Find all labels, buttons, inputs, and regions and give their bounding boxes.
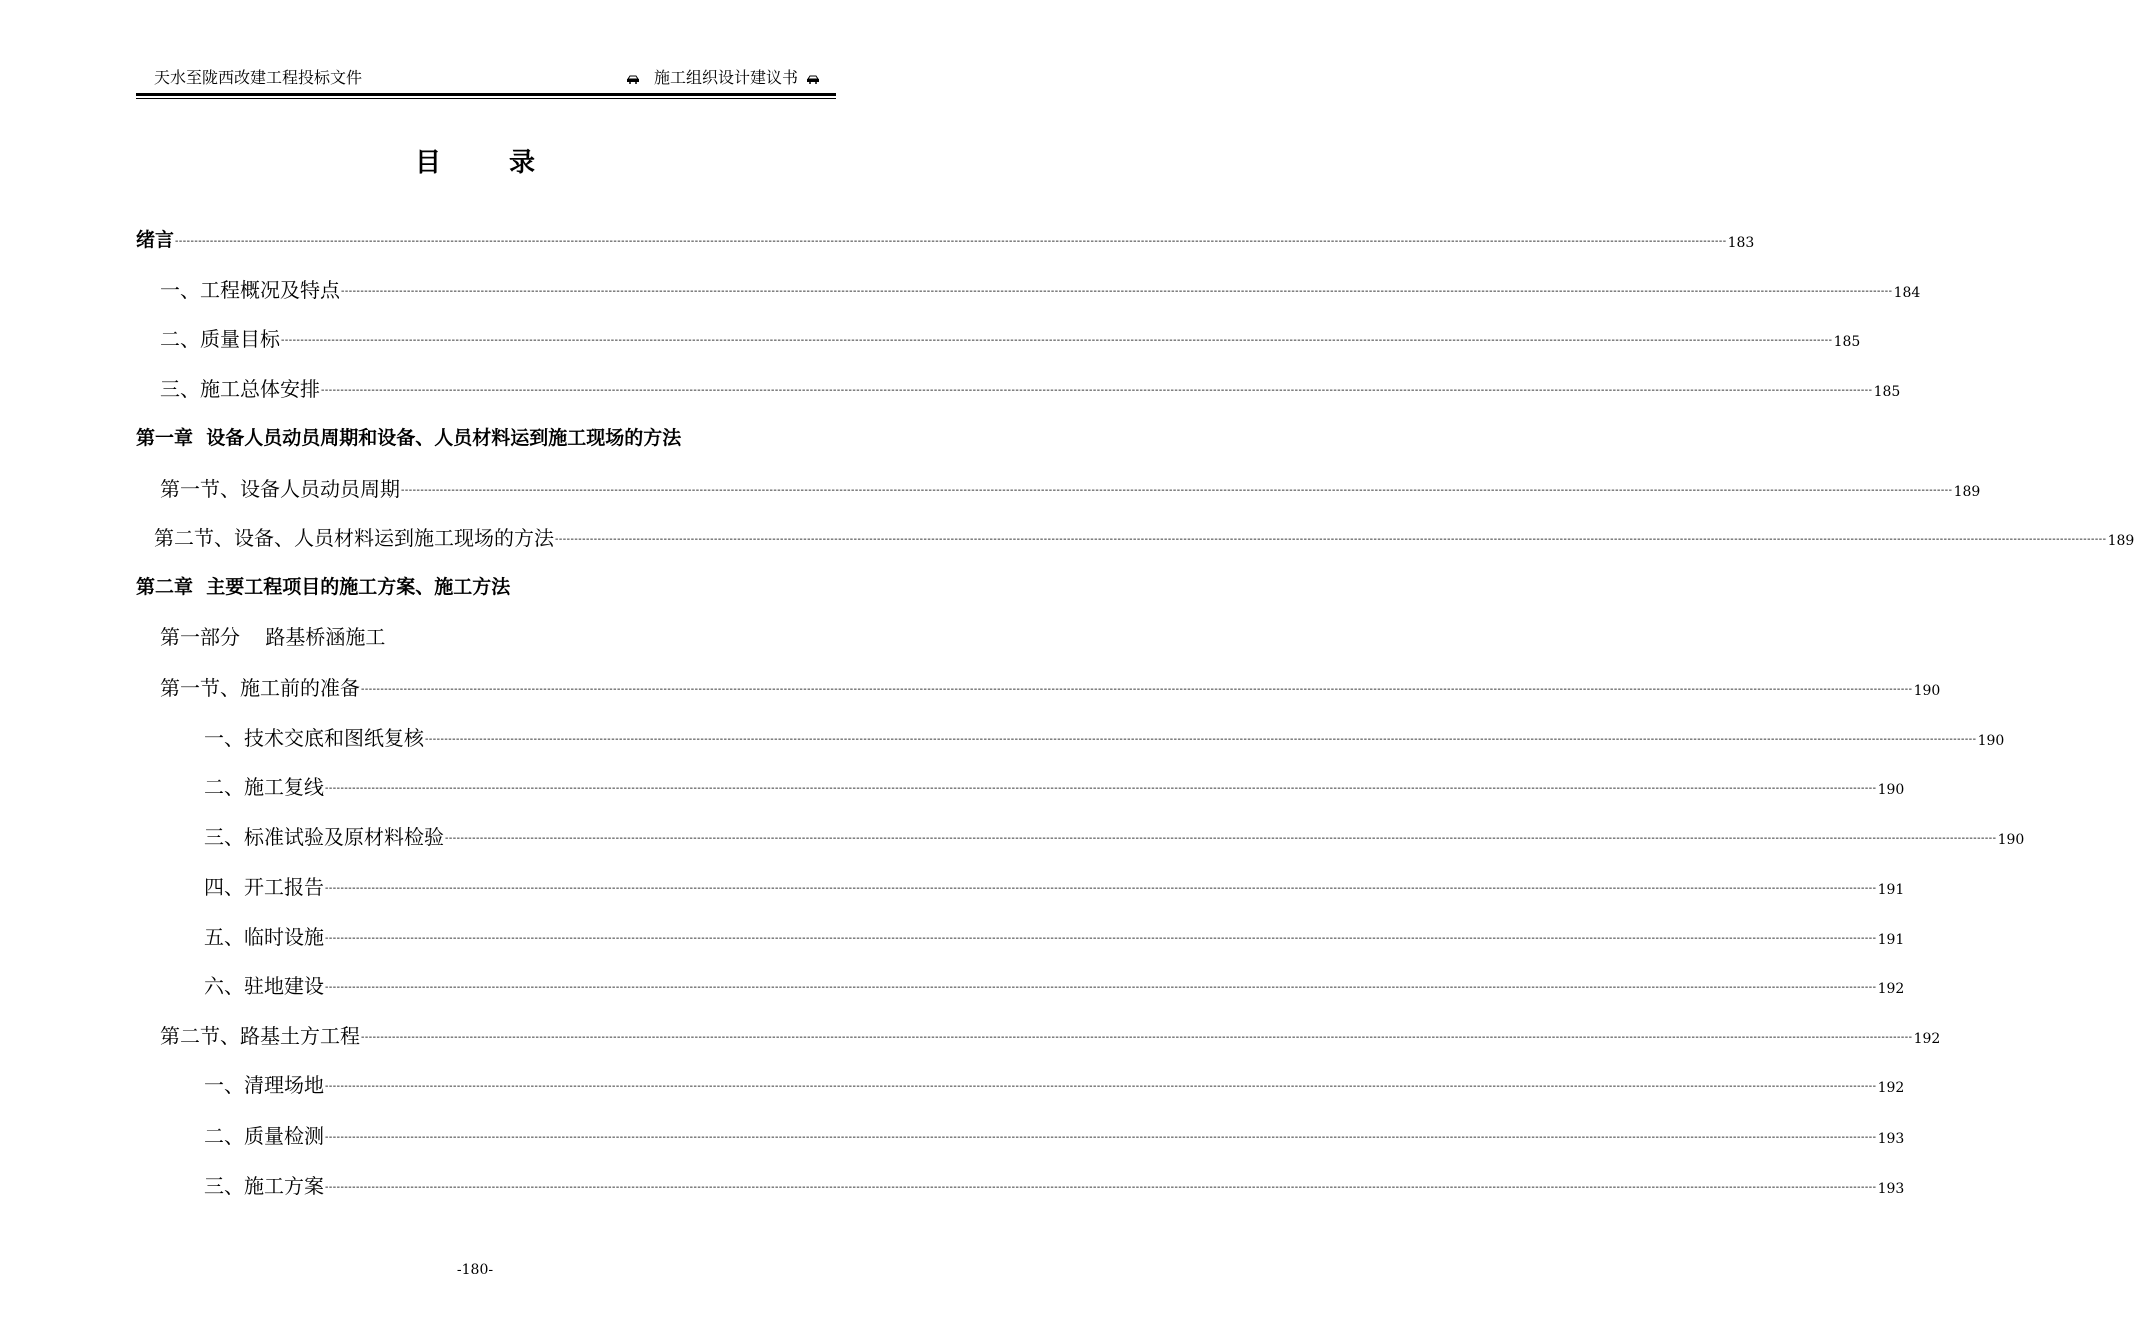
toc-leader-dashes: ---------------------------------------------------------------------------------------------------------------------------------------------------------------------------------------------------------------------------------------------------------------------------------------------------------------------------------------------------------------------------------------------------------------- [325, 982, 1877, 993]
toc-entry-label: 第一部分 路基桥涵施工 [160, 625, 386, 649]
toc-entry[interactable] [204, 721, 2005, 751]
toc-entry-page-number: 185 [1873, 384, 1901, 400]
toc-entry-label: 第一节、设备人员动员周期 [160, 477, 400, 501]
toc-entry-page-number: 192 [1877, 1080, 1905, 1096]
toc-leader-dashes: ---------------------------------------------------------------------------------------------------------------------------------------------------------------------------------------------------------------------------------------------------------------------------------------------------------------------------------------------------------------------------------------------------------------- [555, 534, 2107, 545]
toc-entry-page-number: 192 [1877, 981, 1905, 997]
page-title [0, 142, 950, 179]
toc-leader-dashes: ---------------------------------------------------------------------------------------------------------------------------------------------------------------------------------------------------------------------------------------------------------------------------------------------------------------------------------------------------------------------------------------------------------------- [281, 335, 1833, 346]
toc-entry-page-number: 190 [1877, 782, 1905, 798]
toc-leader-dashes: ---------------------------------------------------------------------------------------------------------------------------------------------------------------------------------------------------------------------------------------------------------------------------------------------------------------------------------------------------------------------------------------------------------------- [401, 485, 1953, 496]
toc-leader-dashes: ---------------------------------------------------------------------------------------------------------------------------------------------------------------------------------------------------------------------------------------------------------------------------------------------------------------------------------------------------------------------------------------------------------------- [325, 1132, 1877, 1143]
toc-entry[interactable] [204, 1068, 1905, 1098]
toc-entry-label: 二、质量检测 [204, 1124, 324, 1148]
toc-entry-label: 三、施工总体安排 [160, 377, 320, 401]
toc-leader-dashes: ---------------------------------------------------------------------------------------------------------------------------------------------------------------------------------------------------------------------------------------------------------------------------------------------------------------------------------------------------------------------------------------------------------------- [321, 385, 1873, 396]
toc-entry-label: 二、质量目标 [160, 327, 280, 351]
toc-entry-label: 三、标准试验及原材料检验 [204, 825, 444, 849]
toc-entry-page-number: 193 [1877, 1131, 1905, 1147]
toc-entry-label: 绪言 [136, 229, 175, 251]
toc-leader-dashes: ---------------------------------------------------------------------------------------------------------------------------------------------------------------------------------------------------------------------------------------------------------------------------------------------------------------------------------------------------------------------------------------------------------------- [361, 1032, 1913, 1043]
toc-entry[interactable] [204, 1119, 1905, 1149]
toc-entry-label: 第二节、路基土方工程 [160, 1024, 360, 1048]
toc-entry-page-number: 190 [1997, 832, 2025, 848]
toc-leader-dashes: ---------------------------------------------------------------------------------------------------------------------------------------------------------------------------------------------------------------------------------------------------------------------------------------------------------------------------------------------------------------------------------------------------------------- [445, 833, 1997, 844]
toc-entry-label: 第一节、施工前的准备 [160, 676, 360, 700]
toc-entry[interactable] [160, 372, 1901, 402]
title-char-2: 录 [509, 148, 536, 178]
toc-leader-dashes: ---------------------------------------------------------------------------------------------------------------------------------------------------------------------------------------------------------------------------------------------------------------------------------------------------------------------------------------------------------------------------------------------------------------- [341, 286, 1893, 297]
toc-entry[interactable] [160, 472, 1981, 502]
toc-entry[interactable] [160, 1019, 1941, 1049]
toc-entry-label: 二、施工复线 [204, 775, 324, 799]
header-rule-thick [136, 93, 836, 96]
toc-entry[interactable] [204, 1169, 1905, 1199]
toc-entry-page-number: 185 [1833, 334, 1861, 350]
toc-leader-dashes: ---------------------------------------------------------------------------------------------------------------------------------------------------------------------------------------------------------------------------------------------------------------------------------------------------------------------------------------------------------------------------------------------------------------- [325, 1182, 1877, 1193]
toc-entry-label: 一、技术交底和图纸复核 [204, 726, 424, 750]
toc-entry-label: 三、施工方案 [204, 1174, 324, 1198]
toc-entry-label: 第二章 主要工程项目的施工方案、施工方法 [136, 576, 511, 598]
toc-entry-page-number: 193 [1877, 1181, 1905, 1197]
toc-entry-label: 六、驻地建设 [204, 974, 324, 998]
toc-entry[interactable] [204, 820, 2025, 850]
car-icon [626, 74, 640, 84]
page-number: -180- [456, 1262, 494, 1278]
toc-entry-label: 一、工程概况及特点 [160, 278, 340, 302]
toc-leader-dashes: ---------------------------------------------------------------------------------------------------------------------------------------------------------------------------------------------------------------------------------------------------------------------------------------------------------------------------------------------------------------------------------------------------------------- [425, 734, 1977, 745]
toc-entry[interactable] [160, 322, 1861, 352]
toc-leader-dashes: ---------------------------------------------------------------------------------------------------------------------------------------------------------------------------------------------------------------------------------------------------------------------------------------------------------------------------------------------------------------------------------------------------------------- [175, 236, 1727, 247]
toc-leader-dashes: ---------------------------------------------------------------------------------------------------------------------------------------------------------------------------------------------------------------------------------------------------------------------------------------------------------------------------------------------------------------------------------------------------------------- [325, 783, 1877, 794]
page-header [136, 66, 834, 90]
toc-entry-page-number: 192 [1913, 1031, 1941, 1047]
toc-entry[interactable] [204, 870, 1905, 900]
toc-entry[interactable] [204, 920, 1905, 950]
toc-entry-page-number: 191 [1877, 932, 1905, 948]
toc-entry-page-number: 184 [1893, 285, 1921, 301]
toc-entry-page-number: 183 [1727, 235, 1755, 251]
toc-entry[interactable] [136, 223, 1755, 253]
toc-entry[interactable] [160, 671, 1941, 701]
header-project-title: 天水至陇西改建工程投标文件 [154, 68, 363, 87]
toc-entry[interactable] [204, 770, 1905, 800]
toc-entry[interactable] [136, 421, 832, 451]
toc-entry-page-number: 190 [1977, 733, 2005, 749]
toc-entry[interactable] [160, 620, 832, 650]
toc-leader-dashes: ---------------------------------------------------------------------------------------------------------------------------------------------------------------------------------------------------------------------------------------------------------------------------------------------------------------------------------------------------------------------------------------------------------------- [325, 1081, 1877, 1092]
toc-entry-page-number: 191 [1877, 882, 1905, 898]
toc-entry-label: 第一章 设备人员动员周期和设备、人员材料运到施工现场的方法 [136, 427, 682, 449]
toc-leader-dashes: ---------------------------------------------------------------------------------------------------------------------------------------------------------------------------------------------------------------------------------------------------------------------------------------------------------------------------------------------------------------------------------------------------------------- [361, 684, 1913, 695]
toc-entry[interactable] [154, 521, 2134, 551]
header-section-title [612, 66, 820, 90]
toc-entry[interactable] [160, 273, 1921, 303]
toc-entry-label: 四、开工报告 [204, 875, 324, 899]
toc-leader-dashes: ---------------------------------------------------------------------------------------------------------------------------------------------------------------------------------------------------------------------------------------------------------------------------------------------------------------------------------------------------------------------------------------------------------------- [325, 883, 1877, 894]
toc-entry-page-number: 189 [2107, 533, 2134, 549]
toc-entry[interactable] [136, 570, 832, 600]
toc-leader-dashes: ---------------------------------------------------------------------------------------------------------------------------------------------------------------------------------------------------------------------------------------------------------------------------------------------------------------------------------------------------------------------------------------------------------------- [325, 933, 1877, 944]
toc-entry-label: 五、临时设施 [204, 925, 324, 949]
toc-entry-label: 第二节、设备、人员材料运到施工现场的方法 [154, 526, 554, 550]
toc-entry-page-number: 189 [1953, 484, 1981, 500]
toc-entry[interactable] [204, 969, 1905, 999]
header-section-label: 施工组织设计建议书 [653, 68, 798, 87]
title-char-1: 目 [414, 148, 441, 178]
toc-entry-label: 一、清理场地 [204, 1073, 324, 1097]
car-icon [806, 74, 820, 84]
header-rule-thin [136, 98, 836, 99]
toc-entry-page-number: 190 [1913, 683, 1941, 699]
